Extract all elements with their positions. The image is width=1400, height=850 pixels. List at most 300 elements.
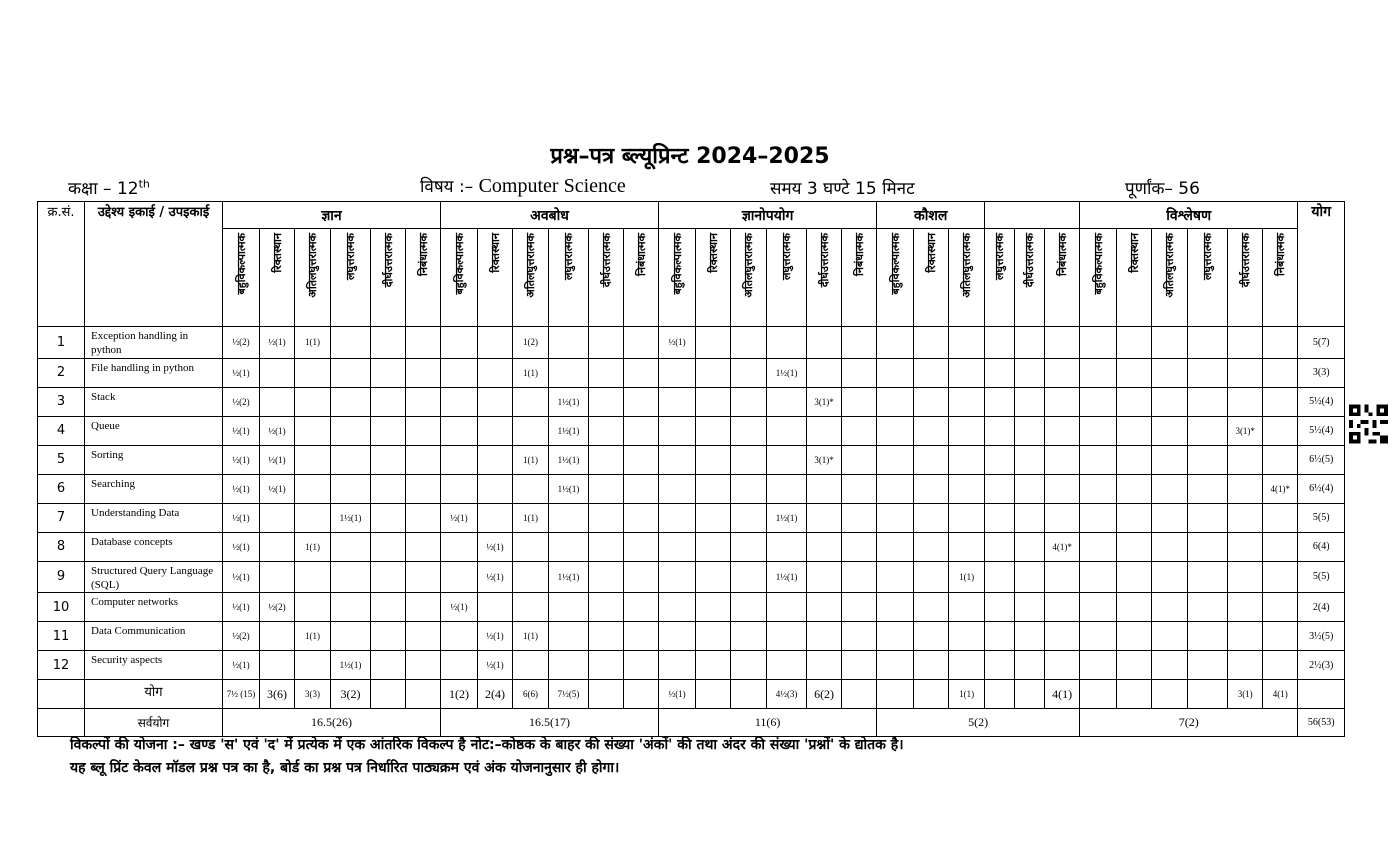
table-cell — [1045, 358, 1080, 387]
table-cell — [842, 327, 877, 359]
table-cell — [877, 416, 914, 445]
table-cell — [478, 593, 513, 622]
total-cell — [624, 680, 659, 709]
table-cell — [1015, 327, 1045, 359]
question-type-label: रिक्तस्थान — [706, 233, 720, 273]
table-cell: 1(1) — [513, 622, 549, 651]
table-cell — [1152, 474, 1188, 503]
table-cell — [1015, 474, 1045, 503]
table-cell — [441, 327, 478, 359]
table-cell: ½(1) — [260, 327, 295, 359]
table-cell — [549, 358, 589, 387]
table-cell — [877, 593, 914, 622]
table-cell — [696, 503, 731, 532]
table-cell — [478, 327, 513, 359]
table-cell — [624, 358, 659, 387]
table-cell — [767, 416, 807, 445]
question-type-header — [1228, 229, 1263, 327]
table-cell — [842, 387, 877, 416]
table-cell — [441, 561, 478, 593]
table-cell — [295, 416, 331, 445]
table-cell — [441, 416, 478, 445]
table-cell — [1188, 593, 1228, 622]
question-type-label: निबंधात्मक — [1055, 233, 1069, 276]
table-cell — [1228, 503, 1263, 532]
table-cell — [659, 474, 696, 503]
question-type-header — [877, 229, 914, 327]
table-cell — [441, 474, 478, 503]
unit-name: Searching — [85, 474, 223, 503]
table-cell — [1263, 445, 1298, 474]
table-cell: ½(2) — [223, 622, 260, 651]
time-info: समय 3 घण्टे 15 मिनट — [770, 179, 915, 199]
table-cell — [1045, 416, 1080, 445]
table-cell — [513, 593, 549, 622]
note-options: विकल्पों की योजना :– खण्ड 'स' एवं 'द' में प्रत्येक में एक आंतरिक विकल्प है नोट:–कोष्ठक के बाहर की संख्या 'अंकों' की तथा अंदर की संख्या 'प्रश्नों' के द्योतक है। — [70, 737, 904, 753]
table-cell — [949, 445, 985, 474]
table-row — [38, 358, 1345, 387]
table-cell — [949, 593, 985, 622]
table-cell — [949, 327, 985, 359]
table-cell — [1080, 532, 1117, 561]
question-type-label: दीर्घउत्तरात्मक — [1238, 233, 1252, 288]
table-row — [38, 622, 1345, 651]
table-cell — [589, 561, 624, 593]
table-cell: 1(1) — [295, 327, 331, 359]
table-cell — [589, 593, 624, 622]
table-cell — [1188, 474, 1228, 503]
table-cell — [549, 503, 589, 532]
table-cell — [549, 532, 589, 561]
grand-row-label: सर्वयोग — [85, 709, 223, 737]
question-type-header — [731, 229, 767, 327]
table-cell: 1½(1) — [549, 416, 589, 445]
table-cell — [1228, 532, 1263, 561]
table-cell: ½(1) — [260, 416, 295, 445]
row-total: 6½(4) — [1298, 474, 1345, 503]
table-cell — [1263, 503, 1298, 532]
total-cell: 6(2) — [807, 680, 842, 709]
table-cell — [949, 387, 985, 416]
table-cell — [260, 387, 295, 416]
table-cell — [1015, 503, 1045, 532]
table-cell — [260, 651, 295, 680]
table-cell — [441, 651, 478, 680]
table-cell — [696, 416, 731, 445]
total-cell — [914, 680, 949, 709]
grand-total-cell: 11(6) — [659, 709, 877, 737]
table-cell — [478, 358, 513, 387]
question-type-header — [589, 229, 624, 327]
table-cell — [371, 593, 406, 622]
total-cell — [842, 680, 877, 709]
table-cell: 1½(1) — [331, 503, 371, 532]
table-cell — [406, 561, 441, 593]
table-cell — [877, 561, 914, 593]
table-cell — [478, 387, 513, 416]
table-cell — [767, 622, 807, 651]
table-cell — [696, 561, 731, 593]
table-cell — [914, 327, 949, 359]
question-type-label: अतिलघुत्तरात्मक — [960, 233, 974, 298]
table-cell — [441, 622, 478, 651]
total-row — [38, 680, 1345, 709]
unit-name: Exception handling in python — [85, 327, 223, 359]
table-cell — [260, 622, 295, 651]
table-cell — [624, 532, 659, 561]
total-cell: 4(1) — [1263, 680, 1298, 709]
table-cell — [659, 561, 696, 593]
table-cell — [549, 622, 589, 651]
table-cell — [1045, 474, 1080, 503]
table-cell — [1015, 593, 1045, 622]
table-cell — [589, 532, 624, 561]
table-cell — [589, 387, 624, 416]
table-cell — [260, 358, 295, 387]
group-header: ज्ञानोपयोग — [659, 202, 877, 229]
table-cell — [696, 593, 731, 622]
group-header: ज्ञान — [223, 202, 441, 229]
table-cell — [1228, 561, 1263, 593]
table-cell — [1263, 622, 1298, 651]
table-cell — [331, 622, 371, 651]
question-type-header — [331, 229, 371, 327]
table-cell — [513, 532, 549, 561]
total-cell — [406, 680, 441, 709]
table-cell — [406, 532, 441, 561]
table-cell — [624, 474, 659, 503]
table-cell — [877, 445, 914, 474]
question-type-label: लघुत्तरात्मक — [344, 233, 357, 281]
table-cell — [1263, 561, 1298, 593]
table-cell — [1152, 593, 1188, 622]
subject-info: विषय :– Computer Science — [420, 175, 626, 197]
table-cell — [406, 327, 441, 359]
table-cell — [371, 327, 406, 359]
table-cell — [985, 622, 1015, 651]
table-cell — [1152, 503, 1188, 532]
table-cell — [589, 358, 624, 387]
table-cell — [260, 561, 295, 593]
table-cell — [807, 503, 842, 532]
table-cell — [406, 622, 441, 651]
table-cell: ½(1) — [223, 445, 260, 474]
question-type-header — [1045, 229, 1080, 327]
table-cell — [1263, 532, 1298, 561]
table-cell — [441, 532, 478, 561]
question-type-label: अतिलघुत्तरात्मक — [524, 233, 537, 298]
total-cell: 3(2) — [331, 680, 371, 709]
group-header: कौशल — [877, 202, 985, 229]
table-cell: 1(1) — [513, 445, 549, 474]
table-cell: 1½(1) — [331, 651, 371, 680]
table-cell — [624, 503, 659, 532]
table-cell — [295, 651, 331, 680]
table-cell — [371, 503, 406, 532]
table-cell: 3(1)* — [807, 445, 842, 474]
table-cell — [1080, 327, 1117, 359]
table-cell — [914, 416, 949, 445]
table-cell — [696, 622, 731, 651]
serial-number: 2 — [38, 358, 85, 387]
table-cell — [767, 532, 807, 561]
table-cell — [1152, 651, 1188, 680]
question-type-header — [1188, 229, 1228, 327]
table-cell — [659, 445, 696, 474]
table-cell — [331, 532, 371, 561]
table-cell — [731, 503, 767, 532]
table-cell — [877, 532, 914, 561]
table-cell: ½(1) — [659, 327, 696, 359]
table-cell — [513, 416, 549, 445]
table-cell — [659, 651, 696, 680]
total-cell: ½(1) — [659, 680, 696, 709]
table-cell — [441, 445, 478, 474]
table-cell — [1117, 622, 1152, 651]
table-cell — [478, 445, 513, 474]
table-cell — [1263, 651, 1298, 680]
table-cell — [624, 445, 659, 474]
table-cell — [331, 327, 371, 359]
question-type-header — [696, 229, 731, 327]
table-cell — [842, 593, 877, 622]
question-type-label: रिक्तस्थान — [488, 233, 502, 273]
question-type-label: निबंधात्मक — [634, 233, 648, 276]
table-row — [38, 503, 1345, 532]
table-cell — [659, 532, 696, 561]
question-type-label: अतिलघुत्तरात्मक — [1163, 233, 1177, 298]
table-cell: ½(1) — [478, 561, 513, 593]
question-type-header — [949, 229, 985, 327]
table-cell — [295, 474, 331, 503]
question-type-header — [1080, 229, 1117, 327]
table-cell — [1080, 651, 1117, 680]
table-cell — [1263, 358, 1298, 387]
unit-name: Computer networks — [85, 593, 223, 622]
table-cell — [877, 622, 914, 651]
table-cell — [1188, 445, 1228, 474]
table-cell — [1152, 416, 1188, 445]
table-cell — [1117, 561, 1152, 593]
table-cell — [1080, 561, 1117, 593]
table-cell: ½(2) — [223, 387, 260, 416]
table-cell — [731, 561, 767, 593]
question-type-header — [659, 229, 696, 327]
table-cell — [1045, 622, 1080, 651]
table-cell — [441, 387, 478, 416]
question-type-label: अतिलघुत्तरात्मक — [306, 233, 319, 298]
table-cell: ½(1) — [223, 532, 260, 561]
table-cell — [842, 445, 877, 474]
table-cell: 1(1) — [295, 532, 331, 561]
row-total: 6½(5) — [1298, 445, 1345, 474]
total-cell — [589, 680, 624, 709]
table-cell — [1263, 416, 1298, 445]
table-cell — [1080, 445, 1117, 474]
table-cell — [624, 593, 659, 622]
table-cell — [807, 358, 842, 387]
table-cell — [406, 387, 441, 416]
total-cell — [1188, 680, 1228, 709]
unit-header: उद्देश्य इकाई / उपइकाई — [85, 202, 223, 327]
table-cell — [1188, 532, 1228, 561]
table-cell: 1½(1) — [549, 387, 589, 416]
table-cell — [1045, 387, 1080, 416]
serial-number: 11 — [38, 622, 85, 651]
grand-total-cell: 7(2) — [1080, 709, 1298, 737]
unit-name: Understanding Data — [85, 503, 223, 532]
table-cell — [1117, 358, 1152, 387]
table-cell — [1015, 622, 1045, 651]
table-cell — [842, 651, 877, 680]
table-cell — [914, 561, 949, 593]
table-cell: ½(1) — [223, 593, 260, 622]
table-cell — [767, 651, 807, 680]
table-cell: 1(1) — [295, 622, 331, 651]
table-cell — [1152, 327, 1188, 359]
group-header: अवबोध — [441, 202, 659, 229]
table-cell: 1½(1) — [767, 503, 807, 532]
table-cell — [295, 561, 331, 593]
table-cell — [1228, 358, 1263, 387]
table-cell — [371, 358, 406, 387]
table-cell — [807, 622, 842, 651]
question-type-header — [223, 229, 260, 327]
row-total: 2½(3) — [1298, 651, 1345, 680]
row-total: 5½(4) — [1298, 387, 1345, 416]
table-cell: 1(2) — [513, 327, 549, 359]
row-total: 5(5) — [1298, 561, 1345, 593]
table-cell: ½(1) — [441, 593, 478, 622]
table-cell — [807, 474, 842, 503]
table-row — [38, 651, 1345, 680]
group-header: विश्लेषण — [1080, 202, 1298, 229]
table-cell: 1½(1) — [549, 474, 589, 503]
row-total: 3½(5) — [1298, 622, 1345, 651]
table-cell — [406, 474, 441, 503]
total-cell: 7½ (15) — [223, 680, 260, 709]
table-cell — [624, 561, 659, 593]
table-cell — [659, 358, 696, 387]
marks-info: पूर्णांक– 56 — [1125, 179, 1200, 199]
table-cell — [1152, 561, 1188, 593]
question-type-header — [842, 229, 877, 327]
table-cell — [731, 532, 767, 561]
table-cell: ½(1) — [223, 474, 260, 503]
table-cell — [985, 387, 1015, 416]
table-cell — [1117, 474, 1152, 503]
table-cell — [624, 387, 659, 416]
table-cell — [295, 358, 331, 387]
table-cell — [513, 651, 549, 680]
table-cell: 4(1)* — [1045, 532, 1080, 561]
table-cell — [371, 387, 406, 416]
table-cell — [371, 561, 406, 593]
grand-total-row — [38, 709, 1345, 737]
table-cell — [1263, 593, 1298, 622]
table-cell — [371, 416, 406, 445]
table-cell — [731, 358, 767, 387]
table-cell — [767, 387, 807, 416]
question-type-header — [985, 229, 1015, 327]
table-cell — [877, 327, 914, 359]
question-type-label: निबंधात्मक — [1273, 233, 1287, 276]
table-cell — [331, 387, 371, 416]
table-cell — [513, 387, 549, 416]
table-cell — [589, 416, 624, 445]
serial-number: 6 — [38, 474, 85, 503]
question-type-label: लघुत्तरात्मक — [780, 233, 794, 281]
table-cell: ½(1) — [223, 358, 260, 387]
table-cell — [696, 327, 731, 359]
table-cell — [1045, 327, 1080, 359]
question-type-label: लघुत्तरात्मक — [562, 233, 575, 281]
row-total: 3(3) — [1298, 358, 1345, 387]
table-cell — [731, 622, 767, 651]
unit-name: Queue — [85, 416, 223, 445]
table-cell — [589, 622, 624, 651]
table-cell — [1188, 503, 1228, 532]
table-cell — [659, 593, 696, 622]
table-cell — [877, 503, 914, 532]
table-cell: 4(1)* — [1263, 474, 1298, 503]
serial-number: 1 — [38, 327, 85, 359]
question-type-header — [767, 229, 807, 327]
total-cell: 4½(3) — [767, 680, 807, 709]
table-cell — [1117, 503, 1152, 532]
table-cell — [1015, 561, 1045, 593]
table-cell — [1188, 561, 1228, 593]
table-cell: ½(1) — [223, 651, 260, 680]
table-cell — [1228, 622, 1263, 651]
table-cell — [1015, 532, 1045, 561]
table-cell — [513, 474, 549, 503]
table-cell — [589, 503, 624, 532]
total-header: योग — [1298, 202, 1345, 327]
blueprint-table — [37, 201, 1345, 737]
question-type-header — [807, 229, 842, 327]
table-cell — [1015, 387, 1045, 416]
table-cell — [842, 622, 877, 651]
table-cell — [1263, 387, 1298, 416]
table-cell — [659, 622, 696, 651]
table-cell — [807, 327, 842, 359]
row-total: 5(5) — [1298, 503, 1345, 532]
row-total: 6(4) — [1298, 532, 1345, 561]
table-cell — [696, 474, 731, 503]
table-cell — [1117, 651, 1152, 680]
table-cell — [624, 622, 659, 651]
unit-name: File handling in python — [85, 358, 223, 387]
table-cell: ½(2) — [260, 593, 295, 622]
table-cell — [1015, 358, 1045, 387]
total-row-total — [1298, 680, 1345, 709]
table-cell — [549, 593, 589, 622]
group-header-row — [38, 202, 1345, 229]
table-cell — [1015, 416, 1045, 445]
table-cell — [807, 416, 842, 445]
table-cell — [842, 416, 877, 445]
qr-code-icon — [1349, 404, 1388, 444]
table-cell — [1080, 387, 1117, 416]
table-cell — [260, 532, 295, 561]
table-cell — [1228, 593, 1263, 622]
table-cell — [767, 474, 807, 503]
table-cell — [589, 474, 624, 503]
table-cell — [807, 651, 842, 680]
table-cell: ½(1) — [260, 474, 295, 503]
table-cell — [371, 445, 406, 474]
